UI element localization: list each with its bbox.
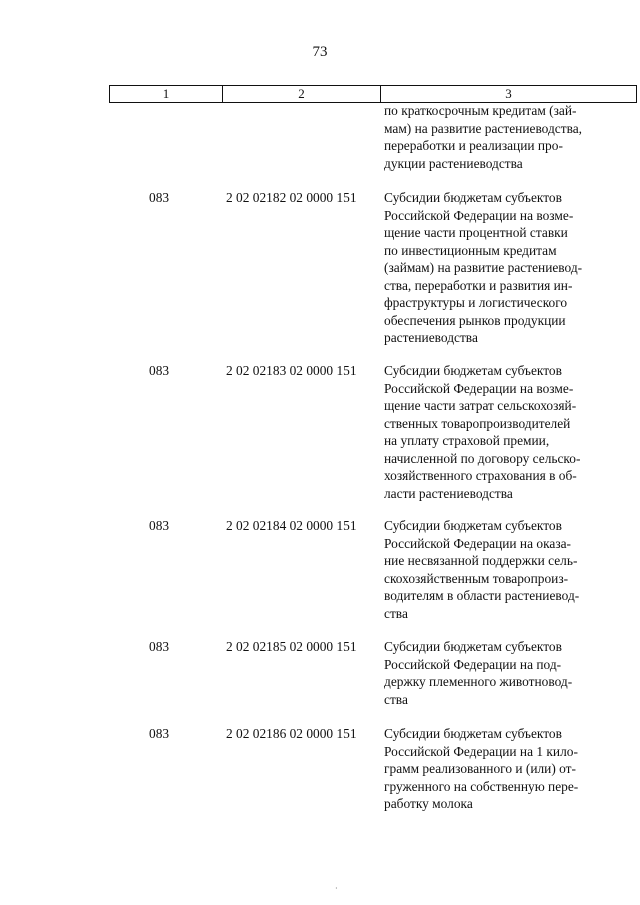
description-line: Российской Федерации на оказа- bbox=[384, 535, 572, 551]
description-line: по краткосрочным кредитам (зай- bbox=[384, 103, 577, 118]
description-line: переработки и реализации про- bbox=[384, 138, 563, 153]
description-line: Российской Федерации на возме- bbox=[384, 207, 574, 223]
description-line: Субсидии бюджетам субъектов bbox=[384, 726, 562, 741]
header-col-3: 3 bbox=[381, 86, 637, 103]
description-line: растениеводства bbox=[384, 330, 478, 345]
budget-classification-code: 2 02 02183 02 0000 151 bbox=[226, 363, 357, 378]
description-line: мам) на развитие растениеводства, bbox=[384, 120, 583, 136]
budget-classification-code: 2 02 02186 02 0000 151 bbox=[226, 726, 357, 741]
description-line: ласти растениеводства bbox=[384, 485, 513, 501]
admin-code: 083 bbox=[149, 190, 170, 205]
description-line: Российской Федерации на под- bbox=[384, 656, 562, 672]
description-line: начисленной по договору сельско- bbox=[384, 450, 581, 466]
row-description bbox=[384, 362, 580, 502]
description-line: Субсидии бюджетам субъектов bbox=[384, 639, 562, 654]
page-number: 73 bbox=[312, 44, 328, 60]
description-line: Российской Федерации на возме- bbox=[384, 380, 574, 396]
description-line: Субсидии бюджетам субъектов bbox=[384, 363, 562, 378]
budget-classification-code: 2 02 02185 02 0000 151 bbox=[226, 639, 357, 654]
description-line: ние несвязанной поддержки сель- bbox=[384, 553, 578, 568]
description-line: щение части затрат сельскохозяй- bbox=[384, 398, 577, 413]
budget-classification-code: 2 02 02184 02 0000 151 bbox=[226, 518, 357, 533]
description-line: дукции растениеводства bbox=[384, 155, 523, 171]
description-line: Субсидии бюджетам субъектов bbox=[384, 190, 562, 205]
admin-code: 083 bbox=[149, 726, 170, 741]
table-header bbox=[109, 85, 637, 103]
budget-classification-code: 2 02 02182 02 0000 151 bbox=[226, 190, 357, 205]
row-description bbox=[384, 725, 578, 813]
row-description bbox=[384, 517, 579, 622]
description-line: Российской Федерации на 1 кило- bbox=[384, 743, 578, 759]
description-line: ства bbox=[384, 691, 408, 707]
description-line: Субсидии бюджетам субъектов bbox=[384, 518, 562, 533]
description-line: на уплату страховой премии, bbox=[384, 433, 550, 448]
header-col-1: 1 bbox=[110, 86, 223, 103]
header-col-2: 2 bbox=[223, 86, 381, 103]
description-line: скохозяйственным товаропроиз- bbox=[384, 570, 569, 586]
description-line: грамм реализованного и (или) от- bbox=[384, 761, 576, 776]
description-line: ства bbox=[384, 605, 408, 621]
description-line: хозяйственного страхования в об- bbox=[384, 468, 577, 483]
description-line: щение части процентной ставки bbox=[384, 225, 568, 240]
continuation-description bbox=[384, 102, 582, 172]
description-line: ства, переработки и развития ин- bbox=[384, 277, 573, 293]
description-line: фраструктуры и логистического bbox=[384, 295, 568, 310]
scan-speck: · bbox=[335, 884, 338, 893]
admin-code: 083 bbox=[149, 518, 170, 533]
description-line: водителям в области растениевод- bbox=[384, 588, 580, 603]
description-line: ственных товаропроизводителей bbox=[384, 415, 571, 431]
description-line: по инвестиционным кредитам bbox=[384, 242, 557, 258]
description-line: работку молока bbox=[384, 796, 473, 811]
admin-code: 083 bbox=[149, 363, 170, 378]
description-line: обеспечения рынков продукции bbox=[384, 312, 566, 328]
admin-code: 083 bbox=[149, 639, 170, 654]
description-line: держку племенного животновод- bbox=[384, 674, 573, 689]
row-description bbox=[384, 189, 582, 347]
description-line: (займам) на развитие растениевод- bbox=[384, 260, 583, 275]
row-description bbox=[384, 638, 572, 708]
description-line: груженного на собственную пере- bbox=[384, 778, 579, 794]
